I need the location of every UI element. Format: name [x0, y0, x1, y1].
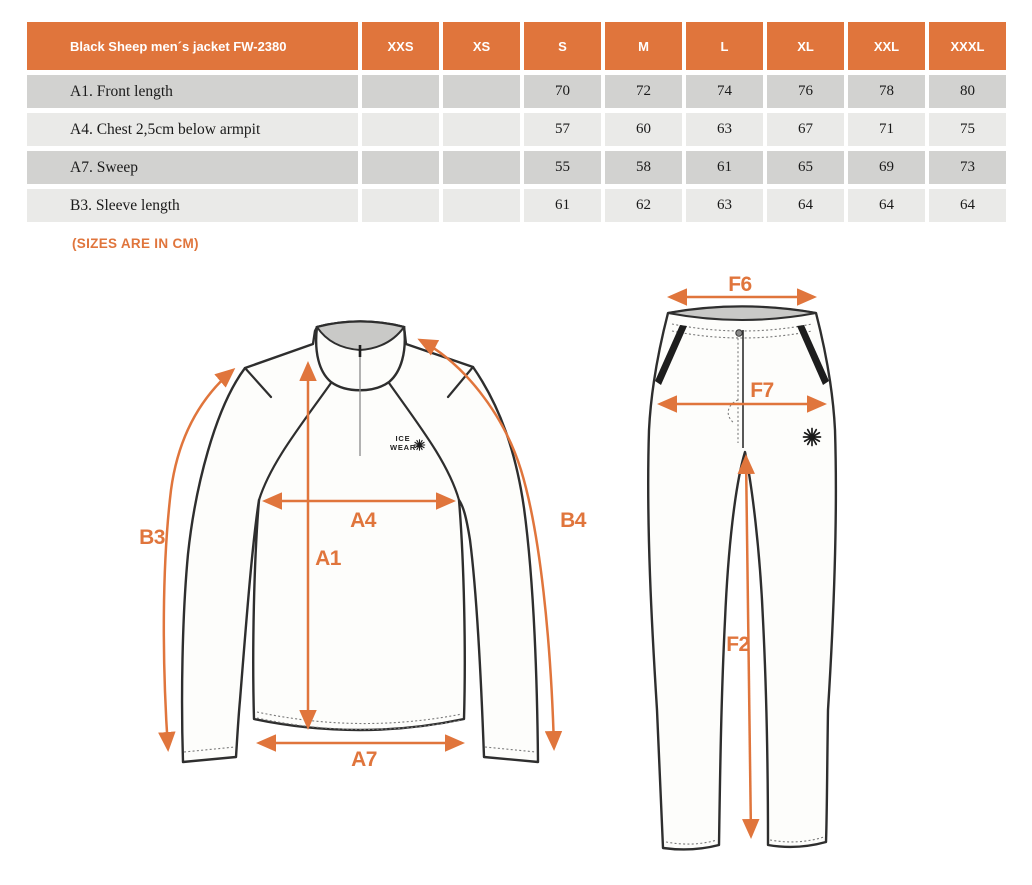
f6-label: F6	[728, 273, 752, 296]
col-header-xxl: XXL	[848, 22, 925, 70]
f2-label: F2	[726, 633, 750, 656]
size-cell	[362, 189, 439, 222]
size-cell: 65	[767, 151, 844, 184]
size-cell	[362, 151, 439, 184]
size-cell: 75	[929, 113, 1006, 146]
col-header-xxxl: XXXL	[929, 22, 1006, 70]
logo-text-line2: WEAR	[389, 443, 417, 452]
row-label: A7. Sweep	[27, 151, 358, 184]
size-cell: 63	[686, 113, 763, 146]
size-cell: 67	[767, 113, 844, 146]
col-header-m: M	[605, 22, 682, 70]
table-title: Black Sheep men´s jacket FW-2380	[27, 22, 358, 70]
b4-label: B4	[560, 509, 586, 532]
size-cell: 78	[848, 75, 925, 108]
pants-outline	[648, 307, 836, 850]
row-label: B3. Sleeve length	[27, 189, 358, 222]
size-cell: 73	[929, 151, 1006, 184]
size-cell: 70	[524, 75, 601, 108]
a7-label: A7	[351, 748, 377, 771]
size-cell: 61	[524, 189, 601, 222]
size-cell: 69	[848, 151, 925, 184]
pants-drawing	[648, 273, 836, 849]
row-label: A1. Front length	[27, 75, 358, 108]
f7-label: F7	[750, 379, 774, 402]
sizes-in-cm-note: (SIZES ARE IN CM)	[72, 236, 199, 251]
size-cell: 58	[605, 151, 682, 184]
col-header-xxs: XXS	[362, 22, 439, 70]
size-cell	[443, 113, 520, 146]
size-cell: 64	[848, 189, 925, 222]
size-cell	[443, 189, 520, 222]
size-cell	[443, 151, 520, 184]
jacket-drawing	[139, 322, 587, 772]
size-cell: 63	[686, 189, 763, 222]
size-cell: 62	[605, 189, 682, 222]
size-cell	[443, 75, 520, 108]
row-label: A4. Chest 2,5cm below armpit	[27, 113, 358, 146]
size-cell: 71	[848, 113, 925, 146]
size-cell: 72	[605, 75, 682, 108]
size-cell: 61	[686, 151, 763, 184]
b3-label: B3	[139, 526, 165, 549]
size-cell: 74	[686, 75, 763, 108]
size-cell	[362, 75, 439, 108]
size-cell	[362, 113, 439, 146]
a1-label: A1	[315, 547, 341, 570]
size-cell: 76	[767, 75, 844, 108]
size-cell: 80	[929, 75, 1006, 108]
size-cell: 64	[767, 189, 844, 222]
size-cell: 55	[524, 151, 601, 184]
logo-text-line1: ICE	[395, 434, 411, 443]
col-header-xs: XS	[443, 22, 520, 70]
a4-label: A4	[350, 509, 376, 532]
measurement-diagrams	[0, 260, 1032, 885]
size-cell: 60	[605, 113, 682, 146]
size-cell: 64	[929, 189, 1006, 222]
size-cell: 57	[524, 113, 601, 146]
waist-button	[736, 330, 742, 336]
size-table	[27, 22, 1006, 222]
col-header-l: L	[686, 22, 763, 70]
col-header-s: S	[524, 22, 601, 70]
col-header-xl: XL	[767, 22, 844, 70]
